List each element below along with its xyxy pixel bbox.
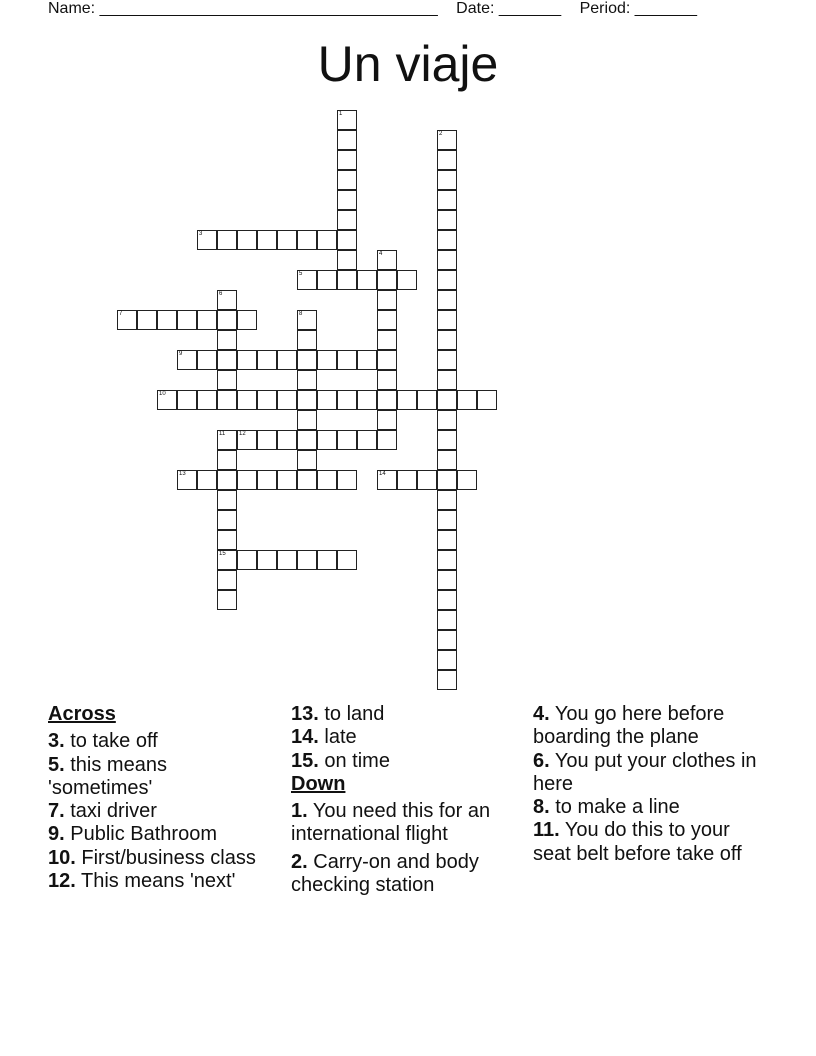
grid-cell[interactable]	[257, 430, 277, 450]
grid-cell[interactable]	[237, 310, 257, 330]
grid-cell[interactable]	[297, 310, 317, 330]
grid-cell[interactable]	[437, 590, 457, 610]
grid-cell[interactable]	[317, 230, 337, 250]
grid-cell[interactable]	[317, 430, 337, 450]
grid-cell[interactable]	[297, 370, 317, 390]
grid-cell[interactable]	[437, 270, 457, 290]
grid-cell[interactable]	[337, 110, 357, 130]
grid-cell[interactable]	[157, 310, 177, 330]
grid-cell[interactable]	[437, 470, 457, 490]
grid-cell[interactable]	[337, 350, 357, 370]
page-title: Un viaje	[317, 36, 499, 92]
cell-number: 7	[119, 311, 123, 317]
grid-cell[interactable]	[217, 370, 237, 390]
grid-cell[interactable]	[317, 550, 337, 570]
grid-cell[interactable]	[437, 630, 457, 650]
grid-cell[interactable]	[157, 390, 177, 410]
grid-cell[interactable]	[437, 610, 457, 630]
grid-cell[interactable]	[137, 310, 157, 330]
clues-column-3	[533, 703, 768, 866]
grid-cell[interactable]	[397, 390, 417, 410]
grid-cell[interactable]	[377, 290, 397, 310]
grid-cell[interactable]	[217, 390, 237, 410]
across-clue-9: 9. Public Bathroom	[48, 823, 217, 846]
grid-cell[interactable]	[297, 430, 317, 450]
grid-cell[interactable]	[437, 490, 457, 510]
grid-cell[interactable]	[437, 570, 457, 590]
grid-cell[interactable]	[297, 410, 317, 430]
grid-cell[interactable]	[217, 430, 237, 450]
grid-cell[interactable]	[377, 350, 397, 370]
period-field-label[interactable]: Period: _______	[579, 0, 698, 17]
across-clue-15: 15. on time	[291, 749, 390, 772]
grid-cell[interactable]	[457, 470, 477, 490]
grid-cell[interactable]	[257, 230, 277, 250]
down-clue-6: 6. You put your clothes in here	[533, 749, 757, 795]
grid-cell[interactable]	[237, 350, 257, 370]
grid-cell[interactable]	[177, 350, 197, 370]
grid-cell[interactable]	[217, 470, 237, 490]
grid-cell[interactable]	[437, 510, 457, 530]
across-clue-3: 3. to take off	[48, 730, 158, 753]
grid-cell[interactable]	[437, 370, 457, 390]
grid-cell[interactable]	[357, 270, 377, 290]
name-field-label[interactable]: Name: ______________________________________	[48, 0, 438, 17]
grid-cell[interactable]	[297, 450, 317, 470]
grid-cell[interactable]	[437, 350, 457, 370]
grid-cell[interactable]	[437, 310, 457, 330]
grid-cell[interactable]	[417, 390, 437, 410]
grid-cell[interactable]	[217, 350, 237, 370]
grid-cell[interactable]	[377, 430, 397, 450]
grid-cell[interactable]	[317, 470, 337, 490]
grid-cell[interactable]	[377, 310, 397, 330]
grid-cell[interactable]	[217, 310, 237, 330]
across-clue-12: 12. This means 'next'	[48, 870, 236, 893]
grid-cell[interactable]	[377, 270, 397, 290]
cell-number: 13	[179, 471, 186, 477]
grid-cell[interactable]	[237, 550, 257, 570]
grid-cell[interactable]	[417, 470, 437, 490]
grid-cell[interactable]	[437, 430, 457, 450]
grid-cell[interactable]	[297, 470, 317, 490]
cell-number: 14	[379, 471, 386, 477]
grid-cell[interactable]	[277, 350, 297, 370]
grid-cell[interactable]	[257, 470, 277, 490]
grid-cell[interactable]	[237, 470, 257, 490]
cell-number: 6	[219, 291, 223, 297]
grid-cell[interactable]	[297, 270, 317, 290]
grid-cell[interactable]	[257, 350, 277, 370]
grid-cell[interactable]	[377, 330, 397, 350]
grid-cell[interactable]	[237, 230, 257, 250]
down-clue-11: 11. You do this to your seat belt before take off	[533, 819, 742, 865]
across-heading: Across	[48, 703, 116, 725]
cell-number: 1	[339, 111, 343, 117]
grid-cell[interactable]	[317, 390, 337, 410]
grid-cell[interactable]	[437, 230, 457, 250]
grid-cell[interactable]	[337, 470, 357, 490]
grid-cell[interactable]	[437, 410, 457, 430]
down-heading: Down	[291, 772, 346, 795]
grid-cell[interactable]	[297, 390, 317, 410]
grid-cell[interactable]	[237, 430, 257, 450]
grid-cell[interactable]	[277, 390, 297, 410]
clues-column-2	[291, 703, 526, 897]
grid-cell[interactable]	[437, 450, 457, 470]
grid-cell[interactable]	[297, 550, 317, 570]
across-clue-13: 13. to land	[291, 703, 385, 725]
down-clue-8: 8. to make a line	[533, 796, 680, 819]
grid-cell[interactable]	[197, 350, 217, 370]
grid-cell[interactable]	[357, 350, 377, 370]
cell-number: 9	[179, 351, 183, 357]
grid-cell[interactable]	[217, 230, 237, 250]
grid-cell[interactable]	[217, 450, 237, 470]
grid-cell[interactable]	[217, 510, 237, 530]
grid-cell[interactable]	[337, 270, 357, 290]
grid-cell[interactable]	[317, 350, 337, 370]
grid-cell[interactable]	[197, 310, 217, 330]
cell-number: 8	[299, 311, 303, 317]
cell-number: 3	[199, 231, 203, 237]
grid-cell[interactable]	[437, 170, 457, 190]
grid-cell[interactable]	[197, 470, 217, 490]
grid-cell[interactable]	[257, 550, 277, 570]
grid-cell[interactable]	[217, 590, 237, 610]
grid-cell[interactable]	[397, 470, 417, 490]
grid-cell[interactable]	[337, 170, 357, 190]
across-clue-10: 10. First/business class	[48, 846, 256, 869]
grid-cell[interactable]	[297, 330, 317, 350]
cell-number: 11	[219, 431, 226, 437]
grid-cell[interactable]	[277, 550, 297, 570]
down-clue-2: 2. Carry-on and body checking station	[291, 850, 479, 897]
grid-cell[interactable]	[357, 390, 377, 410]
grid-cell[interactable]	[437, 130, 457, 150]
grid-cell[interactable]	[437, 550, 457, 570]
grid-cell[interactable]	[277, 470, 297, 490]
across-clue-14: 14. late	[291, 726, 357, 749]
cell-number: 5	[299, 271, 303, 277]
grid-cell[interactable]	[337, 210, 357, 230]
date-field-label[interactable]: Date: _______	[456, 0, 562, 17]
grid-cell[interactable]	[377, 370, 397, 390]
grid-cell[interactable]	[277, 430, 297, 450]
grid-cell[interactable]	[297, 230, 317, 250]
grid-cell[interactable]	[337, 230, 357, 250]
grid-cell[interactable]	[337, 150, 357, 170]
grid-cell[interactable]	[437, 210, 457, 230]
grid-cell[interactable]	[337, 550, 357, 570]
grid-cell[interactable]	[337, 390, 357, 410]
down-clue-1: 1. You need this for an international flight	[291, 800, 491, 846]
grid-cell[interactable]	[437, 670, 457, 690]
cell-number: 4	[379, 251, 383, 257]
grid-cell[interactable]	[217, 570, 237, 590]
grid-cell[interactable]	[197, 230, 217, 250]
grid-cell[interactable]	[217, 330, 237, 350]
cell-number: 2	[439, 131, 443, 137]
grid-cell[interactable]	[337, 430, 357, 450]
grid-cell[interactable]	[377, 410, 397, 430]
grid-cell[interactable]	[277, 230, 297, 250]
grid-cell[interactable]	[437, 190, 457, 210]
grid-cell[interactable]	[377, 250, 397, 270]
grid-cell[interactable]	[217, 530, 237, 550]
grid-cell[interactable]	[217, 490, 237, 510]
grid-cell[interactable]	[437, 250, 457, 270]
grid-cell[interactable]	[117, 310, 137, 330]
cell-number: 10	[159, 391, 166, 397]
grid-cell[interactable]	[297, 350, 317, 370]
grid-cell[interactable]	[437, 150, 457, 170]
across-clue-7: 7. taxi driver	[48, 800, 157, 823]
grid-cell[interactable]	[257, 390, 277, 410]
grid-cell[interactable]	[437, 530, 457, 550]
grid-cell[interactable]	[397, 270, 417, 290]
grid-cell[interactable]	[377, 470, 397, 490]
grid-cell[interactable]	[177, 470, 197, 490]
grid-cell[interactable]	[317, 270, 337, 290]
grid-cell[interactable]	[437, 390, 457, 410]
grid-cell[interactable]	[437, 650, 457, 670]
grid-cell[interactable]	[377, 390, 397, 410]
grid-cell[interactable]	[437, 290, 457, 310]
grid-cell[interactable]	[337, 130, 357, 150]
grid-cell[interactable]	[237, 390, 257, 410]
grid-cell[interactable]	[337, 250, 357, 270]
cell-number: 12	[239, 431, 246, 437]
grid-cell[interactable]	[437, 330, 457, 350]
down-clue-4: 4. You go here before boarding the plane	[533, 703, 725, 749]
grid-cell[interactable]	[197, 390, 217, 410]
across-clue-5: 5. this means 'sometimes'	[48, 753, 167, 799]
grid-cell[interactable]	[177, 390, 197, 410]
grid-cell[interactable]	[457, 390, 477, 410]
grid-cell[interactable]	[177, 310, 197, 330]
clues-column-1	[48, 703, 270, 893]
grid-cell[interactable]	[337, 190, 357, 210]
grid-cell[interactable]	[477, 390, 497, 410]
cell-number: 15	[219, 551, 226, 557]
grid-cell[interactable]	[217, 290, 237, 310]
grid-cell[interactable]	[357, 430, 377, 450]
grid-cell[interactable]	[217, 550, 237, 570]
